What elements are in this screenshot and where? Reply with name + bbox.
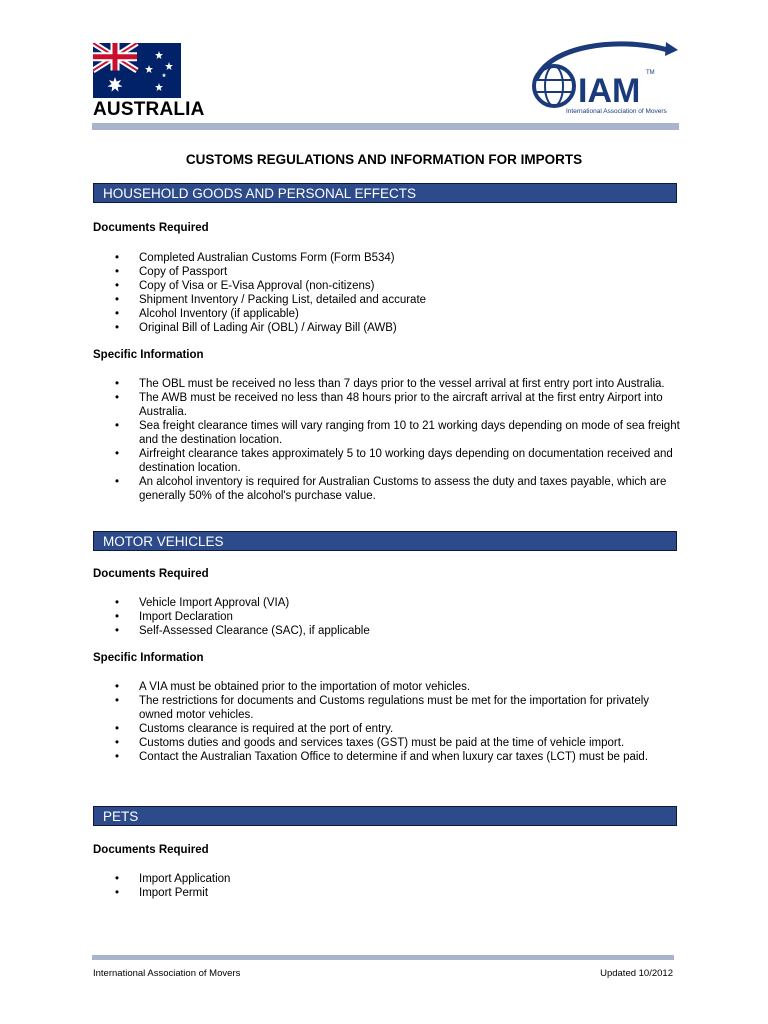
- documents-required-label: Documents Required: [93, 222, 209, 234]
- country-name: AUSTRALIA: [93, 99, 205, 120]
- household-info-list: [93, 377, 683, 503]
- list-item: • Copy of Passport: [93, 265, 683, 279]
- section-heading-pets: PETS: [93, 806, 677, 826]
- footer-updated-date: Updated 10/2012: [600, 968, 673, 979]
- list-item: • An alcohol inventory is required for Australian Customs to assess the duty and taxes payable, which are generally 50% of the alcohol's purchase value.: [93, 475, 683, 503]
- list-item: • Sea freight clearance times will vary ranging from 10 to 21 working days depending on mode of sea freight and the destination location.: [93, 419, 683, 447]
- section-heading-household: HOUSEHOLD GOODS AND PERSONAL EFFECTS: [93, 183, 677, 203]
- list-item: • Original Bill of Lading Air (OBL) / Airway Bill (AWB): [93, 321, 683, 335]
- australia-flag: [93, 43, 181, 98]
- footer-rule: [92, 955, 674, 960]
- list-item: • Vehicle Import Approval (VIA): [93, 596, 683, 610]
- list-item: • Customs clearance is required at the port of entry.: [93, 722, 683, 736]
- documents-required-label: Documents Required: [93, 844, 209, 856]
- document-title: CUSTOMS REGULATIONS AND INFORMATION FOR IMPORTS: [185, 152, 583, 167]
- documents-required-label: Documents Required: [93, 568, 209, 580]
- list-item: • Contact the Australian Taxation Office to determine if and when luxury car taxes (LCT) must be paid.: [93, 750, 683, 764]
- list-item: • Alcohol Inventory (if applicable): [93, 307, 683, 321]
- list-item: • The restrictions for documents and Customs regulations must be met for the importation for privately owned motor vehicles.: [93, 694, 683, 722]
- list-item: • Import Application: [93, 872, 683, 886]
- list-item: • Shipment Inventory / Packing List, detailed and accurate: [93, 293, 683, 307]
- list-item: • Airfreight clearance takes approximately 5 to 10 working days depending on documentation received and destination location.: [93, 447, 683, 475]
- logo-subtitle: International Association of Movers: [566, 108, 667, 115]
- header-rule: [92, 123, 679, 130]
- list-item: • Completed Australian Customs Form (Form B534): [93, 251, 683, 265]
- list-item: • Import Declaration: [93, 610, 683, 624]
- section-heading-motor-vehicles: MOTOR VEHICLES: [93, 531, 677, 551]
- vehicles-documents-list: [93, 596, 683, 638]
- specific-information-label: Specific Information: [93, 652, 204, 664]
- logo-trademark: TM: [646, 70, 655, 76]
- list-item: • The OBL must be received no less than 7 days prior to the vessel arrival at first entry port into Australia.: [93, 377, 683, 391]
- list-item: • Import Permit: [93, 886, 683, 900]
- household-documents-list: [93, 251, 683, 335]
- list-item: • The AWB must be received no less than 48 hours prior to the aircraft arrival at the first entry Airport into Australia.: [93, 391, 683, 419]
- list-item: • Self-Assessed Clearance (SAC), if applicable: [93, 624, 683, 638]
- list-item: • Customs duties and goods and services taxes (GST) must be paid at the time of vehicle import.: [93, 736, 683, 750]
- vehicles-info-list: [93, 680, 683, 764]
- specific-information-label: Specific Information: [93, 349, 204, 361]
- list-item: • A VIA must be obtained prior to the importation of motor vehicles.: [93, 680, 683, 694]
- logo-text: IAM: [578, 72, 641, 110]
- pets-documents-list: [93, 872, 683, 900]
- list-item: • Copy of Visa or E-Visa Approval (non-citizens): [93, 279, 683, 293]
- footer-organization: International Association of Movers: [93, 968, 241, 979]
